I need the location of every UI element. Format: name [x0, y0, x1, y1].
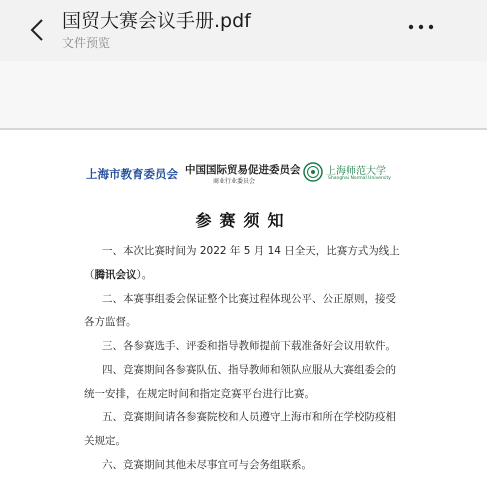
preview-gap [0, 61, 487, 128]
more-horizontal-icon [408, 24, 434, 30]
tencent-meeting-text: 腾讯会议 [94, 269, 137, 281]
file-subtitle: 文件预览 [62, 36, 111, 50]
more-button[interactable] [406, 18, 436, 36]
ccpit-logo-main: 中国国际贸易促进委员会 [185, 164, 301, 176]
paragraph-5-line-1: 五、竞赛期间请各参赛院校和人员遵守上海市和所在学校防疫相 [102, 411, 396, 423]
ccpit-logo-sub: 商业行业委员会 [213, 178, 256, 185]
document-page[interactable] [0, 130, 487, 494]
paragraph-2-line-2: 各方监督。 [84, 316, 137, 328]
paragraph-1-close: ）。 [136, 269, 153, 281]
top-bar [0, 0, 487, 61]
paragraph-1-line-2 [84, 268, 152, 282]
shnu-logo-main: 上海师范大学 [326, 166, 386, 177]
paragraph-2-line-1: 二、本赛事组委会保证整个比赛过程体现公平、公正原则，接受 [102, 293, 396, 305]
paragraph-4-line-1: 四、竞赛期间各参赛队伍、指导教师和领队应服从大赛组委会的 [102, 364, 396, 376]
edu-commission-logo: 上海市教育委员会 [86, 167, 178, 181]
paragraph-1-line-1: 一、本次比赛时间为 2022 年 5 月 14 日全天，比赛方式为线上 [102, 245, 400, 257]
paragraph-5-line-2: 关规定。 [84, 435, 126, 447]
back-button[interactable] [25, 14, 49, 46]
file-title: 国贸大赛会议手册.pdf [62, 10, 251, 32]
paragraph-4-line-2: 统一安排，在规定时间和指定竞赛平台进行比赛。 [84, 388, 315, 400]
title-area [62, 9, 251, 51]
shnu-seal-icon [303, 162, 323, 182]
shnu-logo-sub: Shanghai Normal University [328, 176, 391, 181]
chevron-left-icon [30, 18, 44, 42]
paragraph-1-open: （ [84, 269, 95, 281]
paragraph-3-line-1: 三、各参赛选手、评委和指导教师提前下载准备好会议用软件。 [102, 340, 396, 352]
logo-row [0, 160, 487, 186]
document-heading: 参赛须知 [195, 211, 292, 230]
paragraph-6-line-1: 六、竞赛期间其他未尽事宜可与会务组联系。 [102, 459, 312, 471]
